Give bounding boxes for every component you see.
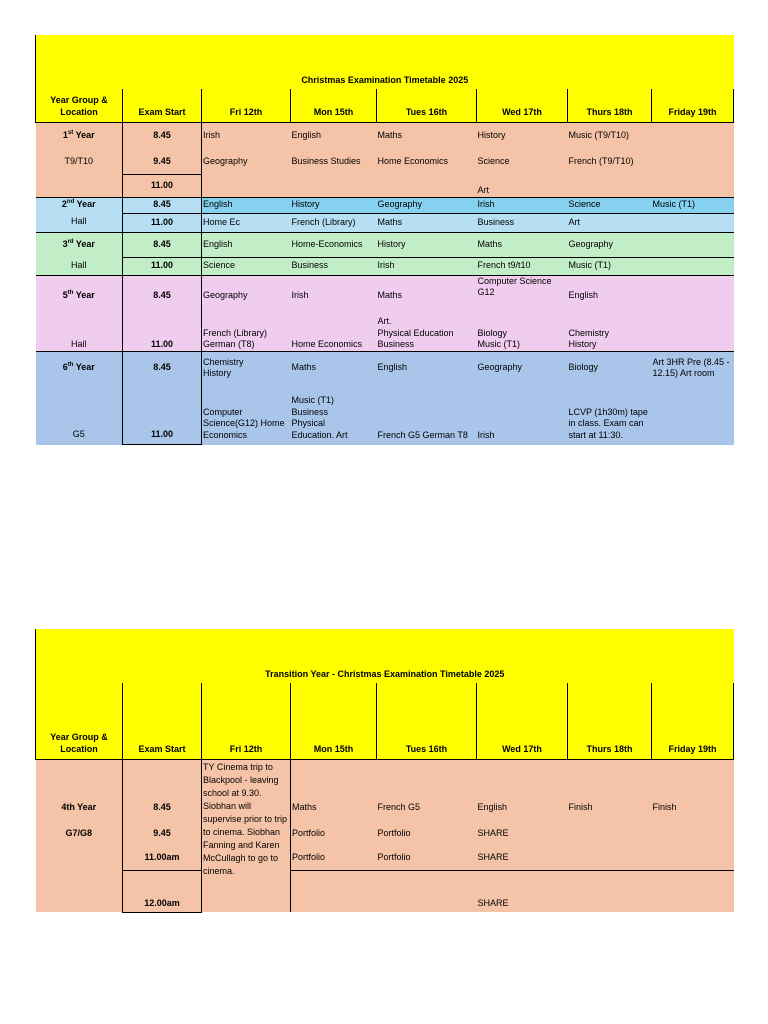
exam-cell: English: [291, 122, 377, 150]
table-row: [36, 870, 734, 912]
exam-cell: [652, 821, 734, 846]
exam-cell: Chemistry History: [568, 316, 652, 352]
header-fri: Fri 12th: [202, 683, 291, 759]
table-row: [36, 275, 734, 316]
exam-start: 11.00: [123, 316, 202, 352]
exam-cell: [652, 870, 734, 912]
header-tue: Tues 16th: [377, 683, 477, 759]
exam-start: 8.45: [123, 232, 202, 257]
exam-cell: Portfolio: [291, 846, 377, 870]
location: Hall: [36, 316, 123, 352]
exam-cell: Art 3HR Pre (8.45 - 12.15) Art room: [652, 352, 734, 385]
exam-cell: Irish: [377, 257, 477, 275]
exam-cell: Chemistry History: [202, 352, 291, 385]
blank-cells: [291, 759, 734, 795]
exam-start: 8.45: [123, 275, 202, 316]
exam-start: 11.00: [123, 257, 202, 275]
exam-start: 8.45: [123, 122, 202, 150]
exam-cell: Computer Science(G12) Home Economics: [202, 385, 291, 445]
header-year-group: Year Group & Location: [36, 683, 123, 759]
header-mon: Mon 15th: [291, 683, 377, 759]
exam-cell: History: [377, 232, 477, 257]
exam-cell: Portfolio: [377, 846, 477, 870]
table-row: [36, 352, 734, 385]
exam-start: 12.00am: [123, 870, 202, 912]
exam-start: 11.00: [123, 213, 202, 232]
exam-cell: English: [568, 275, 652, 316]
exam-cell: [568, 821, 652, 846]
exam-cell: [652, 213, 734, 232]
location-blank: [36, 846, 123, 870]
exam-cell: [202, 174, 291, 197]
exam-cell: Geography: [202, 150, 291, 174]
transition-title: Transition Year - Christmas Examination Timetable 2025: [36, 629, 734, 683]
exam-cell: Geography: [202, 275, 291, 316]
exam-cell: Business Studies: [291, 150, 377, 174]
exam-cell: Computer Science G12: [477, 275, 568, 316]
exam-cell: [377, 174, 477, 197]
exam-cell: Maths: [477, 232, 568, 257]
exam-start: 9.45: [123, 150, 202, 174]
exam-cell: Music (T1): [652, 197, 734, 213]
exam-cell: French (Library) German (T8): [202, 316, 291, 352]
header-tue: Tues 16th: [377, 89, 477, 122]
exam-cell: SHARE: [477, 821, 568, 846]
header-wed: Wed 17th: [477, 683, 568, 759]
exam-cell: English: [202, 197, 291, 213]
exam-cell: [652, 846, 734, 870]
header-wed: Wed 17th: [477, 89, 568, 122]
exam-cell: Geography: [377, 197, 477, 213]
exam-cell: Business: [477, 213, 568, 232]
exam-cell: Music (T9/T10): [568, 122, 652, 150]
exam-cell: Art: [568, 213, 652, 232]
header-mon: Mon 15th: [291, 89, 377, 122]
exam-cell: [291, 174, 377, 197]
exam-cell: Home-Economics: [291, 232, 377, 257]
exam-cell: Home Ec: [202, 213, 291, 232]
exam-cell: Geography: [568, 232, 652, 257]
exam-cell: Music (T1): [568, 257, 652, 275]
exam-cell: Home Economics: [291, 316, 377, 352]
year-label: 1st Year: [36, 122, 123, 150]
table-row: [36, 846, 734, 870]
location: Hall: [36, 213, 123, 232]
exam-cell: Art. Physical Education Business: [377, 316, 477, 352]
exam-cell: Finish: [652, 795, 734, 821]
exam-cell: [652, 174, 734, 197]
exam-cell: English: [377, 352, 477, 385]
exam-cell: English: [202, 232, 291, 257]
header-thu: Thurs 18th: [568, 683, 652, 759]
exam-cell: Maths: [291, 795, 377, 821]
exam-cell: Geography: [477, 352, 568, 385]
table-row: [36, 795, 734, 821]
table-row: [36, 174, 734, 197]
exam-cell: [652, 385, 734, 445]
header-exam-start: Exam Start: [123, 89, 202, 122]
table-row: [36, 385, 734, 445]
location-blank: [36, 870, 123, 912]
table-row: [36, 197, 734, 213]
exam-cell: Irish: [477, 197, 568, 213]
christmas-timetable: [35, 35, 734, 445]
exam-cell: French G5 German T8: [377, 385, 477, 445]
exam-cell: Irish: [291, 275, 377, 316]
year-label: 5th Year: [36, 275, 123, 316]
table-row: [36, 122, 734, 150]
table-row: [36, 150, 734, 174]
exam-cell: Science: [202, 257, 291, 275]
exam-start: 8.45: [123, 795, 202, 821]
fri-note: TY Cinema trip to Blackpool - leaving school at 9.30. Siobhan will supervise prior to trip to cinema. Siobhan Fanning and Karen McCullagh to go to cinema.: [202, 759, 291, 912]
exam-cell: Home Economics: [377, 150, 477, 174]
exam-cell: Portfolio: [377, 821, 477, 846]
location: Hall: [36, 257, 123, 275]
exam-cell: Biology Music (T1): [477, 316, 568, 352]
exam-start: 8.45: [123, 352, 202, 385]
exam-cell: Maths: [377, 122, 477, 150]
exam-start: 11.00: [123, 174, 202, 197]
exam-cell: [652, 232, 734, 257]
location: G5: [36, 385, 123, 445]
year-label: 4th Year: [36, 795, 123, 821]
exam-cell: Music (T1) Business Physical Education. Art: [291, 385, 377, 445]
exam-cell: French G5: [377, 795, 477, 821]
exam-start: 11.00am: [123, 846, 202, 870]
exam-cell: Irish: [202, 122, 291, 150]
exam-cell: Maths: [377, 213, 477, 232]
year-label: 3rd Year: [36, 232, 123, 257]
exam-cell: History: [477, 122, 568, 150]
exam-start: 9.45: [123, 821, 202, 846]
header-exam-start: Exam Start: [123, 683, 202, 759]
exam-cell: [652, 316, 734, 352]
table-row: [36, 821, 734, 846]
exam-cell: [652, 122, 734, 150]
exam-cell: Maths: [377, 275, 477, 316]
exam-cell: Finish: [568, 795, 652, 821]
exam-cell: Irish: [477, 385, 568, 445]
exam-start-blank: [123, 759, 202, 795]
exam-cell: [568, 846, 652, 870]
christmas-title: Christmas Examination Timetable 2025: [36, 35, 734, 89]
year-label: 6th Year: [36, 352, 123, 385]
exam-cell: [568, 870, 652, 912]
table-row: [36, 316, 734, 352]
location: G7/G8: [36, 821, 123, 846]
table-row: [36, 257, 734, 275]
exam-cell: English: [477, 795, 568, 821]
location-blank: [36, 174, 123, 197]
exam-cell: Portfolio: [291, 821, 377, 846]
exam-cell: Science: [477, 150, 568, 174]
year-blank: [36, 759, 123, 795]
exam-cell: SHARE: [477, 846, 568, 870]
header-friday: Friday 19th: [652, 683, 734, 759]
exam-cell: History: [291, 197, 377, 213]
exam-cell: [291, 870, 377, 912]
year-label: 2nd Year: [36, 197, 123, 213]
exam-cell: [652, 150, 734, 174]
exam-cell: [377, 870, 477, 912]
exam-cell: Biology: [568, 352, 652, 385]
header-fri: Fri 12th: [202, 89, 291, 122]
exam-cell: [652, 257, 734, 275]
exam-cell: French (Library): [291, 213, 377, 232]
exam-cell: [652, 275, 734, 316]
exam-cell: Art: [477, 174, 568, 197]
location: T9/T10: [36, 150, 123, 174]
exam-start: 8.45: [123, 197, 202, 213]
exam-cell: French (T9/T10): [568, 150, 652, 174]
exam-cell: [568, 174, 652, 197]
exam-cell: SHARE: [477, 870, 568, 912]
exam-start: 11.00: [123, 385, 202, 445]
exam-cell: Maths: [291, 352, 377, 385]
exam-cell: Science: [568, 197, 652, 213]
table-row: [36, 759, 734, 795]
header-friday: Friday 19th: [652, 89, 734, 122]
exam-cell: Business: [291, 257, 377, 275]
header-year-group: Year Group & Location: [36, 89, 123, 122]
table-row: [36, 232, 734, 257]
table-row: [36, 213, 734, 232]
header-thu: Thurs 18th: [568, 89, 652, 122]
transition-timetable: [35, 629, 734, 913]
exam-cell: LCVP (1h30m) tape in class. Exam can start at 11:30.: [568, 385, 652, 445]
exam-cell: French t9/t10: [477, 257, 568, 275]
